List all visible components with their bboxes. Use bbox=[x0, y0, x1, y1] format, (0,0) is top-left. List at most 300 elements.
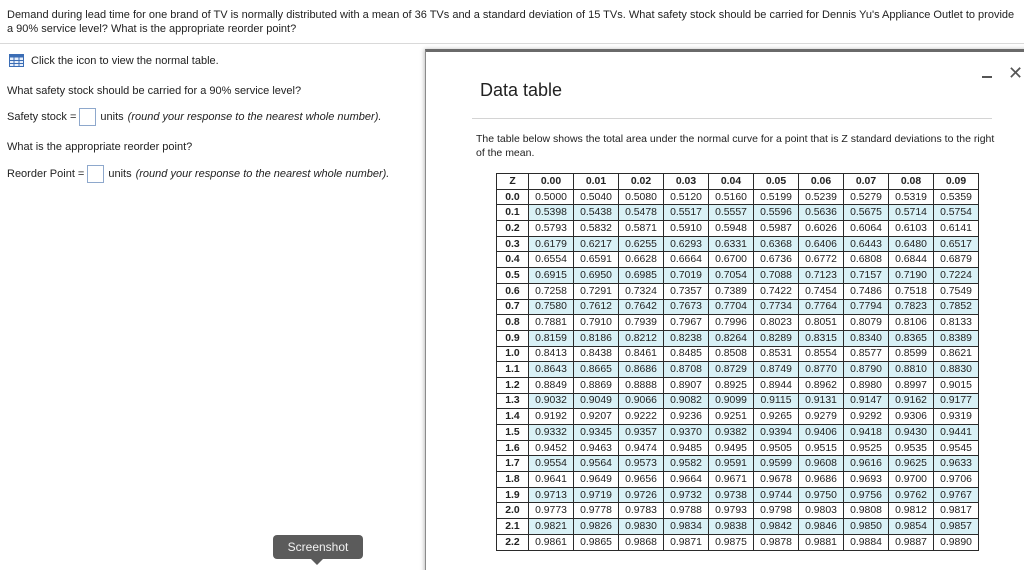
area-cell: 0.9750 bbox=[799, 487, 844, 503]
area-cell: 0.5517 bbox=[664, 205, 709, 221]
area-cell: 0.6026 bbox=[799, 221, 844, 237]
area-cell: 0.9515 bbox=[799, 440, 844, 456]
area-cell: 0.9616 bbox=[844, 456, 889, 472]
column-header: 0.01 bbox=[574, 174, 619, 190]
area-cell: 0.9846 bbox=[799, 519, 844, 535]
area-cell: 0.8997 bbox=[889, 377, 934, 393]
area-cell: 0.8051 bbox=[799, 315, 844, 331]
area-cell: 0.9778 bbox=[574, 503, 619, 519]
area-cell: 0.6368 bbox=[754, 236, 799, 252]
area-cell: 0.5319 bbox=[889, 189, 934, 205]
area-cell: 0.5120 bbox=[664, 189, 709, 205]
area-cell: 0.5675 bbox=[844, 205, 889, 221]
area-cell: 0.7642 bbox=[619, 299, 664, 315]
area-cell: 0.9049 bbox=[574, 393, 619, 409]
area-cell: 0.8389 bbox=[934, 330, 979, 346]
area-cell: 0.8643 bbox=[529, 362, 574, 378]
area-cell: 0.9554 bbox=[529, 456, 574, 472]
table-row bbox=[497, 534, 979, 550]
area-cell: 0.9881 bbox=[799, 534, 844, 550]
area-cell: 0.9131 bbox=[799, 393, 844, 409]
area-cell: 0.9826 bbox=[574, 519, 619, 535]
area-cell: 0.8907 bbox=[664, 377, 709, 393]
area-cell: 0.9706 bbox=[934, 472, 979, 488]
area-cell: 0.9115 bbox=[754, 393, 799, 409]
area-cell: 0.5000 bbox=[529, 189, 574, 205]
area-cell: 0.9545 bbox=[934, 440, 979, 456]
area-cell: 0.6103 bbox=[889, 221, 934, 237]
area-cell: 0.7881 bbox=[529, 315, 574, 331]
z-value-cell: 0.3 bbox=[497, 236, 529, 252]
area-cell: 0.9382 bbox=[709, 425, 754, 441]
area-cell: 0.6879 bbox=[934, 252, 979, 268]
z-value-cell: 0.7 bbox=[497, 299, 529, 315]
z-value-cell: 1.8 bbox=[497, 472, 529, 488]
z-value-cell: 1.4 bbox=[497, 409, 529, 425]
area-cell: 0.7389 bbox=[709, 283, 754, 299]
area-cell: 0.8315 bbox=[799, 330, 844, 346]
area-cell: 0.7704 bbox=[709, 299, 754, 315]
area-cell: 0.9251 bbox=[709, 409, 754, 425]
area-cell: 0.9265 bbox=[754, 409, 799, 425]
area-cell: 0.8770 bbox=[799, 362, 844, 378]
z-value-cell: 1.5 bbox=[497, 425, 529, 441]
column-header: 0.04 bbox=[709, 174, 754, 190]
area-cell: 0.5754 bbox=[934, 205, 979, 221]
area-cell: 0.9099 bbox=[709, 393, 754, 409]
safety-stock-hint: (round your response to the nearest whole number). bbox=[127, 111, 382, 123]
area-cell: 0.9641 bbox=[529, 472, 574, 488]
table-row bbox=[497, 283, 979, 299]
area-cell: 0.7088 bbox=[754, 268, 799, 284]
area-cell: 0.8869 bbox=[574, 377, 619, 393]
table-row bbox=[497, 362, 979, 378]
area-cell: 0.5832 bbox=[574, 221, 619, 237]
z-value-cell: 1.9 bbox=[497, 487, 529, 503]
area-cell: 0.6915 bbox=[529, 268, 574, 284]
area-cell: 0.5948 bbox=[709, 221, 754, 237]
area-cell: 0.9693 bbox=[844, 472, 889, 488]
area-cell: 0.9319 bbox=[934, 409, 979, 425]
area-cell: 0.9236 bbox=[664, 409, 709, 425]
area-cell: 0.8599 bbox=[889, 346, 934, 362]
area-cell: 0.5871 bbox=[619, 221, 664, 237]
area-cell: 0.8079 bbox=[844, 315, 889, 331]
table-row bbox=[497, 472, 979, 488]
z-value-cell: 0.0 bbox=[497, 189, 529, 205]
area-cell: 0.8830 bbox=[934, 362, 979, 378]
area-cell: 0.8729 bbox=[709, 362, 754, 378]
area-cell: 0.6517 bbox=[934, 236, 979, 252]
column-header: 0.03 bbox=[664, 174, 709, 190]
z-value-cell: 1.1 bbox=[497, 362, 529, 378]
area-cell: 0.9850 bbox=[844, 519, 889, 535]
safety-stock-units: units bbox=[100, 111, 124, 123]
area-cell: 0.8708 bbox=[664, 362, 709, 378]
area-cell: 0.9441 bbox=[934, 425, 979, 441]
area-cell: 0.7486 bbox=[844, 283, 889, 299]
area-cell: 0.9838 bbox=[709, 519, 754, 535]
area-cell: 0.6808 bbox=[844, 252, 889, 268]
area-cell: 0.9564 bbox=[574, 456, 619, 472]
area-cell: 0.6772 bbox=[799, 252, 844, 268]
area-cell: 0.6141 bbox=[934, 221, 979, 237]
area-cell: 0.8554 bbox=[799, 346, 844, 362]
area-cell: 0.5910 bbox=[664, 221, 709, 237]
area-cell: 0.5040 bbox=[574, 189, 619, 205]
area-cell: 0.7823 bbox=[889, 299, 934, 315]
area-cell: 0.9015 bbox=[934, 377, 979, 393]
area-cell: 0.9394 bbox=[754, 425, 799, 441]
area-cell: 0.9887 bbox=[889, 534, 934, 550]
area-cell: 0.8508 bbox=[709, 346, 754, 362]
area-cell: 0.9066 bbox=[619, 393, 664, 409]
table-row bbox=[497, 205, 979, 221]
reorder-point-hint: (round your response to the nearest whole number). bbox=[135, 168, 390, 180]
z-column-header: Z bbox=[497, 174, 529, 190]
area-cell: 0.9783 bbox=[619, 503, 664, 519]
area-cell: 0.8531 bbox=[754, 346, 799, 362]
z-value-cell: 2.2 bbox=[497, 534, 529, 550]
table-row bbox=[497, 268, 979, 284]
area-cell: 0.9700 bbox=[889, 472, 934, 488]
area-cell: 0.7673 bbox=[664, 299, 709, 315]
area-cell: 0.9406 bbox=[799, 425, 844, 441]
area-cell: 0.6664 bbox=[664, 252, 709, 268]
area-cell: 0.6700 bbox=[709, 252, 754, 268]
area-cell: 0.7910 bbox=[574, 315, 619, 331]
reorder-point-label: Reorder Point = bbox=[7, 168, 85, 180]
area-cell: 0.7224 bbox=[934, 268, 979, 284]
area-cell: 0.6950 bbox=[574, 268, 619, 284]
area-cell: 0.8577 bbox=[844, 346, 889, 362]
area-cell: 0.9798 bbox=[754, 503, 799, 519]
z-value-cell: 0.1 bbox=[497, 205, 529, 221]
area-cell: 0.5080 bbox=[619, 189, 664, 205]
area-cell: 0.9808 bbox=[844, 503, 889, 519]
area-cell: 0.5636 bbox=[799, 205, 844, 221]
view-table-link[interactable] bbox=[9, 54, 219, 67]
column-header: 0.02 bbox=[619, 174, 664, 190]
area-cell: 0.8810 bbox=[889, 362, 934, 378]
area-cell: 0.9177 bbox=[934, 393, 979, 409]
area-cell: 0.8621 bbox=[934, 346, 979, 362]
normal-table bbox=[496, 173, 979, 551]
area-cell: 0.5398 bbox=[529, 205, 574, 221]
area-cell: 0.7612 bbox=[574, 299, 619, 315]
area-cell: 0.7734 bbox=[754, 299, 799, 315]
column-header: 0.06 bbox=[799, 174, 844, 190]
area-cell: 0.9861 bbox=[529, 534, 574, 550]
area-cell: 0.9812 bbox=[889, 503, 934, 519]
area-cell: 0.9868 bbox=[619, 534, 664, 550]
table-row bbox=[497, 330, 979, 346]
area-cell: 0.9485 bbox=[664, 440, 709, 456]
area-cell: 0.9767 bbox=[934, 487, 979, 503]
area-cell: 0.6331 bbox=[709, 236, 754, 252]
area-cell: 0.9649 bbox=[574, 472, 619, 488]
safety-stock-label: Safety stock = bbox=[7, 111, 77, 123]
area-cell: 0.6591 bbox=[574, 252, 619, 268]
area-cell: 0.7967 bbox=[664, 315, 709, 331]
area-cell: 0.9608 bbox=[799, 456, 844, 472]
area-cell: 0.8461 bbox=[619, 346, 664, 362]
area-cell: 0.8413 bbox=[529, 346, 574, 362]
area-cell: 0.9357 bbox=[619, 425, 664, 441]
area-cell: 0.8106 bbox=[889, 315, 934, 331]
area-cell: 0.6736 bbox=[754, 252, 799, 268]
table-row bbox=[497, 299, 979, 315]
area-cell: 0.9756 bbox=[844, 487, 889, 503]
area-cell: 0.5279 bbox=[844, 189, 889, 205]
area-cell: 0.9082 bbox=[664, 393, 709, 409]
z-value-cell: 1.6 bbox=[497, 440, 529, 456]
area-cell: 0.9762 bbox=[889, 487, 934, 503]
area-cell: 0.8962 bbox=[799, 377, 844, 393]
area-cell: 0.5478 bbox=[619, 205, 664, 221]
area-cell: 0.9878 bbox=[754, 534, 799, 550]
area-cell: 0.9788 bbox=[664, 503, 709, 519]
area-cell: 0.8925 bbox=[709, 377, 754, 393]
area-cell: 0.9582 bbox=[664, 456, 709, 472]
dialog-title: Data table bbox=[480, 80, 563, 100]
area-cell: 0.6480 bbox=[889, 236, 934, 252]
table-row bbox=[497, 425, 979, 441]
area-cell: 0.9505 bbox=[754, 440, 799, 456]
area-cell: 0.9678 bbox=[754, 472, 799, 488]
area-cell: 0.9817 bbox=[934, 503, 979, 519]
area-cell: 0.9370 bbox=[664, 425, 709, 441]
table-row bbox=[497, 456, 979, 472]
area-cell: 0.9713 bbox=[529, 487, 574, 503]
area-cell: 0.9032 bbox=[529, 393, 574, 409]
area-cell: 0.7190 bbox=[889, 268, 934, 284]
area-cell: 0.9834 bbox=[664, 519, 709, 535]
area-cell: 0.5359 bbox=[934, 189, 979, 205]
z-value-cell: 0.2 bbox=[497, 221, 529, 237]
area-cell: 0.7939 bbox=[619, 315, 664, 331]
reorder-point-units: units bbox=[108, 168, 132, 180]
area-cell: 0.9671 bbox=[709, 472, 754, 488]
area-cell: 0.8849 bbox=[529, 377, 574, 393]
safety-stock-row bbox=[7, 108, 381, 126]
area-cell: 0.9803 bbox=[799, 503, 844, 519]
area-cell: 0.8289 bbox=[754, 330, 799, 346]
area-cell: 0.8212 bbox=[619, 330, 664, 346]
area-cell: 0.7123 bbox=[799, 268, 844, 284]
area-cell: 0.5987 bbox=[754, 221, 799, 237]
area-cell: 0.9738 bbox=[709, 487, 754, 503]
column-header: 0.07 bbox=[844, 174, 889, 190]
area-cell: 0.9345 bbox=[574, 425, 619, 441]
area-cell: 0.9865 bbox=[574, 534, 619, 550]
area-cell: 0.9726 bbox=[619, 487, 664, 503]
area-cell: 0.6554 bbox=[529, 252, 574, 268]
area-cell: 0.8186 bbox=[574, 330, 619, 346]
area-cell: 0.5596 bbox=[754, 205, 799, 221]
area-cell: 0.9452 bbox=[529, 440, 574, 456]
safety-stock-input[interactable] bbox=[79, 108, 96, 126]
area-cell: 0.7852 bbox=[934, 299, 979, 315]
area-cell: 0.9207 bbox=[574, 409, 619, 425]
z-value-cell: 2.0 bbox=[497, 503, 529, 519]
area-cell: 0.9773 bbox=[529, 503, 574, 519]
area-cell: 0.5793 bbox=[529, 221, 574, 237]
area-cell: 0.8980 bbox=[844, 377, 889, 393]
area-cell: 0.7324 bbox=[619, 283, 664, 299]
table-row bbox=[497, 487, 979, 503]
screenshot-button[interactable]: Screenshot bbox=[273, 535, 363, 559]
area-cell: 0.6064 bbox=[844, 221, 889, 237]
area-cell: 0.8790 bbox=[844, 362, 889, 378]
area-cell: 0.7422 bbox=[754, 283, 799, 299]
view-table-text: Click the icon to view the normal table. bbox=[31, 54, 219, 67]
area-cell: 0.9732 bbox=[664, 487, 709, 503]
area-cell: 0.9525 bbox=[844, 440, 889, 456]
area-cell: 0.7580 bbox=[529, 299, 574, 315]
reorder-point-row bbox=[7, 165, 389, 183]
area-cell: 0.9292 bbox=[844, 409, 889, 425]
area-cell: 0.9875 bbox=[709, 534, 754, 550]
area-cell: 0.8665 bbox=[574, 362, 619, 378]
area-cell: 0.9418 bbox=[844, 425, 889, 441]
data-table-dialog bbox=[425, 49, 1024, 570]
area-cell: 0.6217 bbox=[574, 236, 619, 252]
table-row bbox=[497, 440, 979, 456]
area-cell: 0.5438 bbox=[574, 205, 619, 221]
area-cell: 0.6179 bbox=[529, 236, 574, 252]
column-header: 0.05 bbox=[754, 174, 799, 190]
area-cell: 0.6628 bbox=[619, 252, 664, 268]
z-value-cell: 1.0 bbox=[497, 346, 529, 362]
area-cell: 0.9463 bbox=[574, 440, 619, 456]
area-cell: 0.9857 bbox=[934, 519, 979, 535]
area-cell: 0.8686 bbox=[619, 362, 664, 378]
reorder-point-input[interactable] bbox=[87, 165, 104, 183]
area-cell: 0.8133 bbox=[934, 315, 979, 331]
area-cell: 0.9430 bbox=[889, 425, 934, 441]
area-cell: 0.7549 bbox=[934, 283, 979, 299]
area-cell: 0.9535 bbox=[889, 440, 934, 456]
area-cell: 0.7454 bbox=[799, 283, 844, 299]
area-cell: 0.9222 bbox=[619, 409, 664, 425]
table-row bbox=[497, 409, 979, 425]
table-row bbox=[497, 252, 979, 268]
table-row bbox=[497, 519, 979, 535]
area-cell: 0.7764 bbox=[799, 299, 844, 315]
area-cell: 0.9884 bbox=[844, 534, 889, 550]
area-cell: 0.7518 bbox=[889, 283, 934, 299]
area-cell: 0.9664 bbox=[664, 472, 709, 488]
area-cell: 0.9332 bbox=[529, 425, 574, 441]
area-cell: 0.7357 bbox=[664, 283, 709, 299]
area-cell: 0.9633 bbox=[934, 456, 979, 472]
area-cell: 0.7157 bbox=[844, 268, 889, 284]
area-cell: 0.7794 bbox=[844, 299, 889, 315]
area-cell: 0.7291 bbox=[574, 283, 619, 299]
minimize-icon[interactable] bbox=[981, 69, 993, 83]
table-icon[interactable] bbox=[9, 54, 24, 67]
table-row bbox=[497, 346, 979, 362]
table-row bbox=[497, 315, 979, 331]
area-cell: 0.6293 bbox=[664, 236, 709, 252]
area-cell: 0.6985 bbox=[619, 268, 664, 284]
area-cell: 0.6443 bbox=[844, 236, 889, 252]
table-row bbox=[497, 221, 979, 237]
area-cell: 0.9871 bbox=[664, 534, 709, 550]
area-cell: 0.9495 bbox=[709, 440, 754, 456]
z-value-cell: 2.1 bbox=[497, 519, 529, 535]
area-cell: 0.8023 bbox=[754, 315, 799, 331]
area-cell: 0.7996 bbox=[709, 315, 754, 331]
area-cell: 0.8749 bbox=[754, 362, 799, 378]
area-cell: 0.6844 bbox=[889, 252, 934, 268]
area-cell: 0.8340 bbox=[844, 330, 889, 346]
area-cell: 0.9591 bbox=[709, 456, 754, 472]
area-cell: 0.9821 bbox=[529, 519, 574, 535]
dialog-divider bbox=[472, 118, 992, 119]
area-cell: 0.7258 bbox=[529, 283, 574, 299]
area-cell: 0.9656 bbox=[619, 472, 664, 488]
z-value-cell: 0.6 bbox=[497, 283, 529, 299]
area-cell: 0.5557 bbox=[709, 205, 754, 221]
problem-statement: Demand during lead time for one brand of TV is normally distributed with a mean of 36 TVs and a standard deviation of 15 TVs. What safety stock should be carried for Dennis Yu's Appliance Outlet to provide a 90% service level? What is the appropriate reorder point? bbox=[7, 9, 1015, 35]
area-cell: 0.8485 bbox=[664, 346, 709, 362]
z-value-cell: 0.8 bbox=[497, 315, 529, 331]
area-cell: 0.9279 bbox=[799, 409, 844, 425]
area-cell: 0.9830 bbox=[619, 519, 664, 535]
area-cell: 0.9192 bbox=[529, 409, 574, 425]
area-cell: 0.9890 bbox=[934, 534, 979, 550]
z-value-cell: 1.3 bbox=[497, 393, 529, 409]
area-cell: 0.9793 bbox=[709, 503, 754, 519]
area-cell: 0.9719 bbox=[574, 487, 619, 503]
area-cell: 0.5160 bbox=[709, 189, 754, 205]
area-cell: 0.8365 bbox=[889, 330, 934, 346]
z-value-cell: 0.5 bbox=[497, 268, 529, 284]
area-cell: 0.5199 bbox=[754, 189, 799, 205]
table-description: The table below shows the total area under the normal curve for a point that is Z standard deviations to the right of the mean. bbox=[476, 133, 995, 159]
area-cell: 0.8888 bbox=[619, 377, 664, 393]
column-header: 0.09 bbox=[934, 174, 979, 190]
area-cell: 0.5714 bbox=[889, 205, 934, 221]
z-value-cell: 1.7 bbox=[497, 456, 529, 472]
column-header: 0.00 bbox=[529, 174, 574, 190]
table-row bbox=[497, 503, 979, 519]
area-cell: 0.8159 bbox=[529, 330, 574, 346]
area-cell: 0.8264 bbox=[709, 330, 754, 346]
area-cell: 0.6406 bbox=[799, 236, 844, 252]
table-row bbox=[497, 377, 979, 393]
area-cell: 0.6255 bbox=[619, 236, 664, 252]
close-icon[interactable]: ✕ bbox=[1008, 63, 1024, 83]
area-cell: 0.9162 bbox=[889, 393, 934, 409]
table-header-row bbox=[497, 174, 979, 190]
area-cell: 0.5239 bbox=[799, 189, 844, 205]
area-cell: 0.8944 bbox=[754, 377, 799, 393]
area-cell: 0.9842 bbox=[754, 519, 799, 535]
z-value-cell: 1.2 bbox=[497, 377, 529, 393]
area-cell: 0.9599 bbox=[754, 456, 799, 472]
table-row bbox=[497, 236, 979, 252]
area-cell: 0.9686 bbox=[799, 472, 844, 488]
area-cell: 0.8438 bbox=[574, 346, 619, 362]
table-row bbox=[497, 393, 979, 409]
area-cell: 0.9147 bbox=[844, 393, 889, 409]
column-header: 0.08 bbox=[889, 174, 934, 190]
question-safety-stock: What safety stock should be carried for a 90% service level? bbox=[7, 85, 302, 97]
header-divider bbox=[0, 43, 1024, 44]
